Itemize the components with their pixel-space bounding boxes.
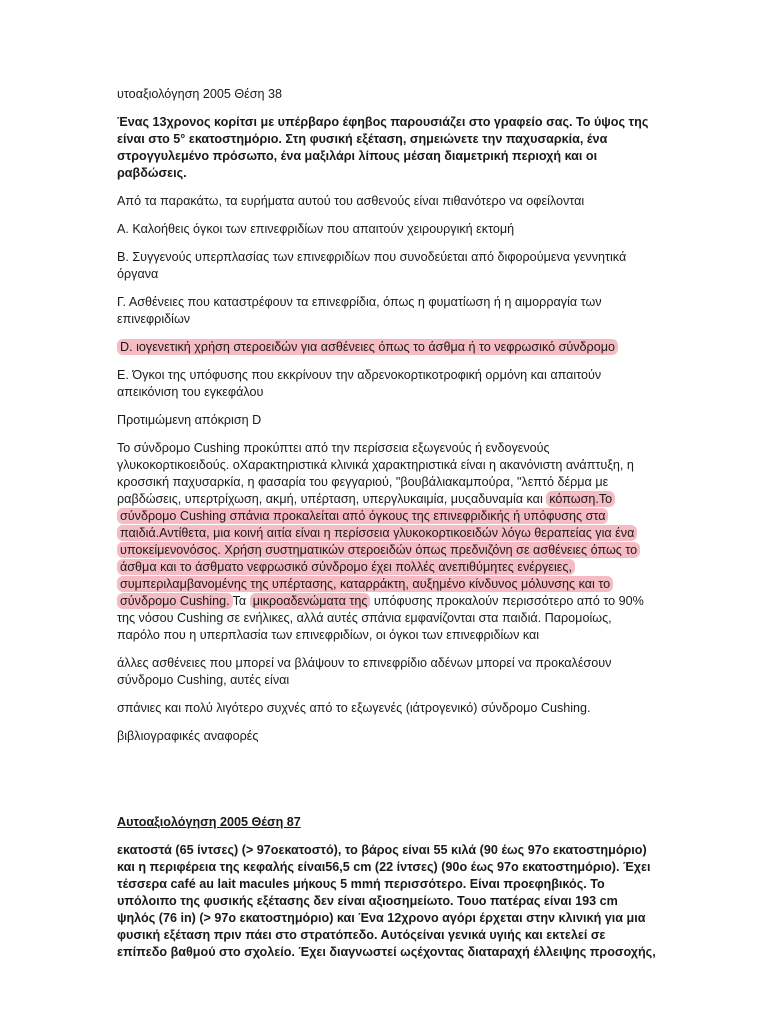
explanation-continued: άλλες ασθένειες που μπορεί να βλάψουν το επινεφρίδιο αδένων μπορεί να προκαλέσουν σύνδρομο Cushing, αυτές είναι [117, 656, 612, 687]
section-spacer [117, 756, 657, 814]
document-content [117, 86, 657, 972]
references-label: βιβλιογραφικές αναφορές [117, 729, 259, 743]
option-a: Α. Καλοήθεις όγκοι των επινεφριδίων που απαιτούν χειρουργική εκτομή [117, 222, 515, 236]
highlight-microadenoma: μικροαδενώματα της [250, 593, 371, 609]
explanation-paragraph [117, 440, 657, 644]
option-d [117, 339, 657, 356]
explanation-text: Τα [232, 594, 250, 608]
explanation-text: Το σύνδρομο Cushing προκύπτει από την περίσσεια εξωγενούς ή ενδογενούς γλυκοκορτικοειδούς. οΧαρακτηριστικά κλινικά χαρακτηριστικά είναι η ακανόνιστη ανάπτυξη, η κροσσική παχυσαρκία, η φασαρία του φεγγαριού, "βουβάλιακαμπούρα, "λεπτό δέρμα με ραβδώσεις, υπερτρίχωση, ακμή, υπέρταση, υπεργλυκαιμία, μυςαδυναμία και [117, 441, 634, 506]
question-text: Ένας 13χρονος κορίτσι με υπέρβαρο έφηβος παρουσιάζει στο γραφείο σας. Το ύψος της είναι στο 5° εκατοστημόριο. Στη φυσική εξέταση, σημειώνετε την παχυσαρκία, ένα στρογγυλεμένο πρόσωπο, ένα μαξιλάρι λίπους μέσαη διαμετρική περιοχή και οι ραβδώσεις. [117, 115, 649, 180]
highlight-explanation: κόπωση.Το σύνδρομο Cushing σπάνια προκαλείται από όγκους της επινεφριδικής ή υπόφυσης στα παιδιά.Αντίθετα, μια κοινή αιτία είναι η περίσσεια γλυκοκορτικοειδών λόγω θεραπείας για ένα υποκείμενονόσος. Χρήση συστηματικών στεροειδών όπως πρεδνιζόνη σε ασθένειες όπως το άσθμα και το άσθματο νεφρωσικό σύνδρομο έχει πολλές ανεπιθύμητες ενέργειες, συμπεριλαμβανομένης της υπέρτασης, καταρράκτη, αυξημένο κίνδυνος μόλυνσης και το σύνδρομο Cushing. [117, 491, 640, 609]
section2-heading: Αυτοαξιολόγηση 2005 Θέση 87 [117, 815, 301, 829]
question-prompt: Από τα παρακάτω, τα ευρήματα αυτού του ασθενούς είναι πιθανότερο να οφείλονται [117, 194, 585, 208]
section2-body: εκατοστά (65 ίντσες) (> 97οεκατοστό), το βάρος είναι 55 κιλά (90 έως 97ο εκατοστημόριο) και η περιφέρεια της κεφαλής είναι56,5 cm (22 ίντσες) (90ο έως 97ο εκατοστημόριο). Έχει τέσσερα café au lait macules μήκους 5 mmή περισσότερο. Είναι προεφηβικός. Το υπόλοιπο της φυσικής εξέτασης δεν είναι αξιοσημείωτο. Τουο πατέρας είναι 193 cm ψηλός (76 in) (> 97ο εκατοστημόριο) και Ένα 12χρονο αγόρι έρχεται στην κλινική για μια φυσική εξέταση πριν πάει στο στρατόπεδο. Αυτόςείναι γενικά υγιής και εκτελεί σε επίπεδο βαθμού στο σχολείο. Έχει διαγνωστεί ωςέχοντας διαταραχή έλλειψης προσοχής, [117, 843, 656, 959]
option-c: Γ. Ασθένειες που καταστρέφουν τα επινεφρίδια, όπως η φυματίωση ή η αιμορραγία των επινεφριδίων [117, 295, 602, 326]
highlight-option-d: D. ιογενετική χρήση στεροειδών για ασθένειες όπως το άσθμα ή το νεφρωσικό σύνδρομο [117, 339, 618, 355]
preferred-answer: Προτιμώμενη απόκριση D [117, 413, 262, 427]
option-e: Ε. Όγκοι της υπόφυσης που εκκρίνουν την αδρενοκορτικοτροφική ορμόνη και απαιτούν απεικόνιση του εγκεφάλου [117, 368, 602, 399]
option-b: Β. Συγγενούς υπερπλασίας των επινεφριδίων που συνοδεύεται από διφορούμενα γεννητικά όργανα [117, 250, 627, 281]
explanation-end: σπάνιες και πολύ λιγότερο συχνές από το εξωγενές (ιάτρογενικό) σύνδρομο Cushing. [117, 701, 591, 715]
section1-heading: υτοαξιολόγηση 2005 Θέση 38 [117, 87, 283, 101]
explanation-text: υπόφυσης προκαλούν περισσότερο από το 90% της νόσου Cushing σε ενήλικες, αλλά αυτές σπάνια εμφανίζονται στα παιδιά. Παρομοίως, παρόλο που η υπερπλασία των επινεφριδίων, οι όγκοι των επινεφριδίων και [117, 594, 644, 642]
